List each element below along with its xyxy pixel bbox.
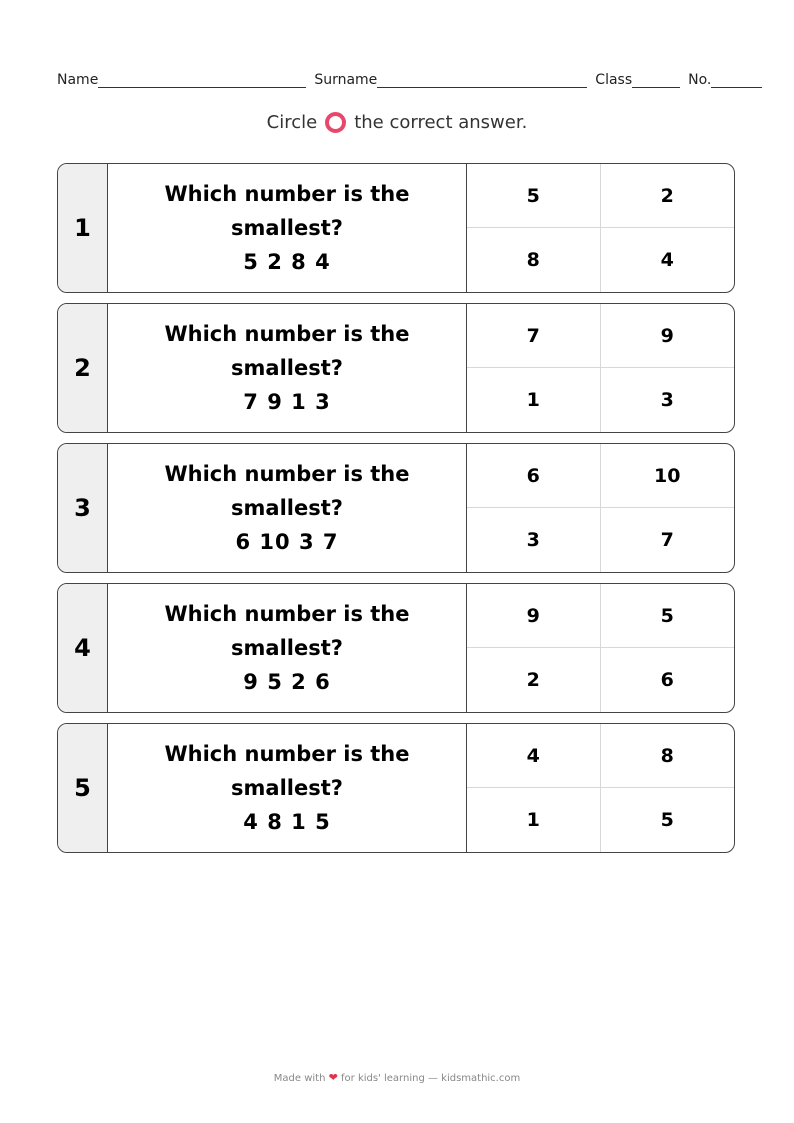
class-field[interactable] (632, 73, 680, 88)
question-numbers: 9 5 2 6 (243, 670, 331, 694)
question-box (108, 304, 467, 432)
answer-options (467, 164, 734, 292)
answer-option[interactable]: 8 (601, 724, 735, 788)
name-field[interactable] (98, 73, 306, 88)
question-number: 3 (58, 444, 108, 572)
answer-option[interactable]: 2 (467, 648, 601, 712)
question-numbers: 5 2 8 4 (243, 250, 331, 274)
question-text: Which number is the smallest? (164, 182, 410, 240)
question-number: 5 (58, 724, 108, 852)
answer-option[interactable]: 1 (467, 368, 601, 432)
answer-option[interactable]: 10 (601, 444, 735, 508)
instruction-text-after: the correct answer. (354, 112, 528, 133)
answer-option[interactable]: 1 (467, 788, 601, 852)
question-numbers: 7 9 1 3 (243, 390, 331, 414)
footer (0, 1071, 794, 1084)
answer-option[interactable]: 2 (601, 164, 735, 228)
question-text: Which number is the smallest? (164, 462, 410, 520)
answer-options (467, 304, 734, 432)
question-card (57, 723, 735, 853)
answer-option[interactable]: 5 (601, 584, 735, 648)
question-card (57, 163, 735, 293)
answer-option[interactable]: 8 (467, 228, 601, 292)
question-card (57, 303, 735, 433)
answer-options (467, 724, 734, 852)
surname-field[interactable] (377, 73, 587, 88)
circle-icon (325, 112, 346, 133)
no-field[interactable] (711, 73, 762, 88)
class-label: Class (595, 72, 633, 88)
answer-option[interactable]: 5 (660, 809, 674, 831)
question-text: Which number is the smallest? (164, 322, 410, 380)
question-box (108, 724, 467, 852)
answer-option[interactable]: 3 (467, 508, 601, 572)
heart-icon: ❤ (328, 1071, 338, 1084)
answer-option[interactable]: 7 (467, 304, 601, 368)
answer-option[interactable]: 6 (467, 444, 601, 508)
answer-options (467, 584, 734, 712)
question-numbers: 6 10 3 7 (235, 530, 339, 554)
no-label: No. (688, 72, 712, 88)
question-box (108, 164, 467, 292)
answer-options (467, 444, 734, 572)
student-info-header (57, 68, 773, 88)
question-box (108, 584, 467, 712)
answer-option[interactable]: 6 (660, 669, 674, 691)
surname-label: Surname (314, 72, 378, 88)
question-box (108, 444, 467, 572)
question-card (57, 443, 735, 573)
question-number: 2 (58, 304, 108, 432)
answer-option[interactable]: 3 (660, 389, 674, 411)
answer-option[interactable]: 5 (467, 164, 601, 228)
answer-option[interactable]: 4 (660, 249, 674, 271)
answer-option[interactable]: 7 (660, 529, 674, 551)
question-card (57, 583, 735, 713)
question-numbers: 4 8 1 5 (243, 810, 331, 834)
question-text: Which number is the smallest? (164, 602, 410, 660)
footer-text-after: for kids' learning — kidsmathic.com (341, 1073, 521, 1084)
question-number: 4 (58, 584, 108, 712)
question-text: Which number is the smallest? (164, 742, 410, 800)
instruction (0, 112, 794, 133)
footer-text-before: Made with (273, 1073, 326, 1084)
answer-option[interactable]: 9 (601, 304, 735, 368)
name-label: Name (57, 72, 99, 88)
answer-option[interactable]: 9 (467, 584, 601, 648)
question-number: 1 (58, 164, 108, 292)
answer-option[interactable]: 4 (467, 724, 601, 788)
instruction-text-before: Circle (266, 112, 318, 133)
